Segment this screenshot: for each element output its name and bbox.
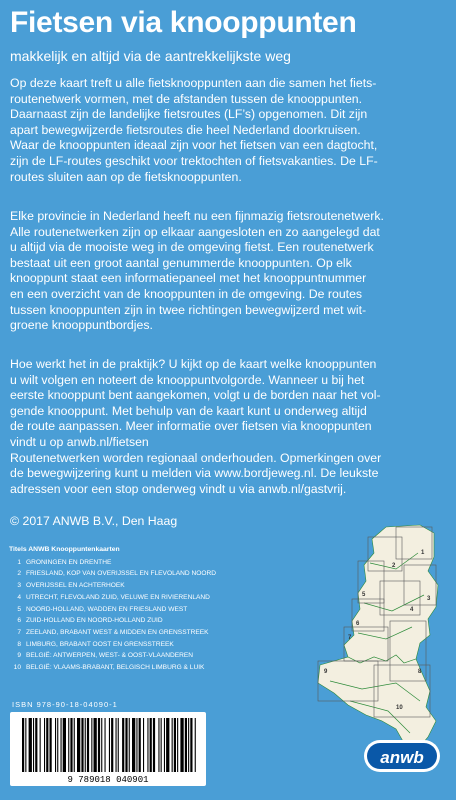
barcode-bar <box>158 718 159 772</box>
series-item-number: 5 <box>17 605 21 613</box>
text-line: Waar de knooppunten ideaal zijn voor het fietsen van een dagtocht, <box>10 138 378 153</box>
isbn-label: ISBN 978-90-18-04090-1 <box>12 700 118 709</box>
series-item-name: ZUID-HOLLAND EN NOORD-HOLLAND ZUID <box>26 617 163 625</box>
barcode-bar <box>74 718 75 772</box>
series-item <box>9 592 309 604</box>
series-item-number: 3 <box>17 582 21 590</box>
series-item-number: 4 <box>17 593 21 601</box>
barcode-bar <box>161 718 162 772</box>
map-label: 8 <box>418 669 422 675</box>
barcode-bar <box>143 718 144 772</box>
series-item-name: GRONINGEN EN DRENTHE <box>26 558 112 566</box>
barcode-bar <box>61 718 62 772</box>
barcode-bar <box>77 718 80 772</box>
barcode-bar <box>50 718 52 772</box>
barcode-bar <box>166 718 169 772</box>
text-line: Op deze kaart treft u alle fietsknooppunten aan die samen het fiets- <box>10 76 377 90</box>
overview-map <box>300 523 448 753</box>
barcode-bar <box>177 718 178 772</box>
text-line: en een overzicht van de knooppunten in de omgeving. De routes <box>10 286 363 301</box>
series-heading: Titels ANWB Knooppuntenkaarten <box>9 546 120 553</box>
barcode-bar <box>185 718 187 772</box>
series-item <box>9 627 309 639</box>
barcode-bar <box>33 718 34 772</box>
barcode-bar <box>147 718 148 772</box>
barcode-bar <box>150 718 152 772</box>
series-item-name: FRIESLAND, KOP VAN OVERIJSSEL EN FLEVOLAND NOORD <box>26 570 217 578</box>
series-item-name: BELGIË: ANTWERPEN, WEST- & OOST-VLAANDEREN <box>26 652 194 660</box>
series-item-number: 9 <box>17 652 21 660</box>
barcode-bar <box>44 718 45 772</box>
series-item <box>9 580 309 592</box>
barcode-bar <box>174 718 176 772</box>
paragraph-network <box>10 209 450 334</box>
barcode-bar <box>188 718 189 772</box>
page-title: Fietsen via knooppunten <box>10 6 357 39</box>
text-line: de bewegwijzering kunt u melden via www.bordjeweg.nl. De leukste <box>10 466 379 481</box>
barcode-bar <box>139 718 141 772</box>
series-item-name: BELGIË: VLAAMS-BRABANT, BELGISCH LIMBURG & LUIK <box>26 664 205 672</box>
barcode-bar <box>35 718 37 772</box>
text-line: adressen voor een stop onderweg vindt u via anwb.nl/gastvrij. <box>10 481 347 496</box>
text-line: gende knooppunt. Met behulp van de kaart kunt u onderweg altijd <box>10 403 367 418</box>
paragraph-intro <box>10 76 450 185</box>
barcode-bar <box>122 718 124 772</box>
series-item-name: NOORD-HOLLAND, WADDEN EN FRIESLAND WEST <box>26 605 188 613</box>
barcode-bar <box>172 718 173 772</box>
barcode-bar <box>22 718 24 772</box>
barcode-bar <box>190 718 192 772</box>
series-item-number: 7 <box>17 628 21 636</box>
series-item <box>9 568 309 580</box>
barcode-bar <box>68 718 69 772</box>
barcode-bar <box>55 718 56 772</box>
barcode-bar <box>116 718 117 772</box>
series-item <box>9 639 309 651</box>
text-line: bestaat uit een groot aantal genummerde knooppunten. Op elk <box>10 255 352 270</box>
barcode-bar <box>118 718 119 772</box>
barcode-bar <box>46 718 48 772</box>
text-line: Elke provincie in Nederland heeft nu een fijnmazig fietsroutenetwerk. <box>10 209 384 223</box>
map-label: 10 <box>396 705 403 711</box>
map-label: 4 <box>410 607 414 613</box>
barcode-bar <box>25 718 26 772</box>
series-item <box>9 604 309 616</box>
series-item <box>9 650 309 662</box>
barcode-bar <box>40 718 41 772</box>
map-label: 9 <box>324 669 328 675</box>
map-label: 5 <box>362 592 366 598</box>
barcode-bar <box>195 718 196 772</box>
barcode-bar <box>101 718 102 772</box>
text-line: apart bewegwijzerde fietsroutes die heel Nederland doorkruisen. <box>10 122 361 137</box>
barcode-bar <box>129 718 130 772</box>
text-line: zijn de LF-routes geschikt voor trektochten of fietsvakanties. De LF- <box>10 153 378 168</box>
map-label: 6 <box>356 621 360 627</box>
series-item-number: 1 <box>17 558 21 566</box>
series-item <box>9 662 309 674</box>
barcode-digits: 9 789018 040901 <box>67 775 149 785</box>
barcode-bar <box>63 718 66 772</box>
barcode-bar <box>105 718 106 772</box>
barcode-bar <box>57 718 58 772</box>
barcode-bar <box>136 718 137 772</box>
barcode-bar <box>87 718 89 772</box>
text-line: u wilt volgen en noteert de knooppuntvolgorde. Wanneer u bij het <box>10 372 365 387</box>
paragraph-practice <box>10 357 450 497</box>
anwb-logo <box>362 736 442 776</box>
barcode-bar <box>111 718 113 772</box>
barcode-bar <box>29 718 32 772</box>
barcode-bar <box>70 718 72 772</box>
map-label: 3 <box>427 596 431 602</box>
series-item <box>9 615 309 627</box>
barcode-bar <box>85 718 86 772</box>
text-line: Routenetwerken worden regionaal onderhouden. Opmerkingen over <box>10 450 382 465</box>
series-item-number: 8 <box>17 640 21 648</box>
text-line: tussen knooppunten zijn in twee richtingen bewegwijzerd met wit- <box>10 302 367 317</box>
map-label: 7 <box>348 635 352 641</box>
text-line: routes sluiten aan op de fietsknooppunten. <box>10 169 242 184</box>
series-item-number: 6 <box>17 617 21 625</box>
text-line: routenetwerk vormen, met de afstanden tussen de knooppunten. <box>10 91 363 106</box>
text-line: u altijd via de mooiste weg in de omgeving fietst. Een routenetwerk <box>10 240 374 255</box>
text-line: Hoe werkt het in de praktijk? U kijkt op de kaart welke knooppunten <box>10 357 377 371</box>
barcode-bar <box>109 718 110 772</box>
series-item-number: 2 <box>17 570 21 578</box>
copyright-notice: © 2017 ANWB B.V., Den Haag <box>10 514 178 528</box>
barcode-bar <box>164 718 165 772</box>
series-item-name: LIMBURG, BRABANT OOST EN GRENSSTREEK <box>26 640 174 648</box>
map-label: 1 <box>421 550 425 556</box>
barcode-bar <box>98 718 100 772</box>
text-line: knooppunt staat een informatiepaneel met het knooppuntnummer <box>10 271 367 286</box>
series-item-name: ZEELAND, BRABANT WEST & MIDDEN EN GRENSSTREEK <box>26 628 209 636</box>
text-line: Alle routenetwerken zijn op elkaar aangesloten en zo aangelegd dat <box>10 224 380 239</box>
logo-text: anwb <box>380 748 424 767</box>
series-item <box>9 557 309 569</box>
text-line: eerste knooppunt bent aangekomen, volgt u de borden naar het vol- <box>10 388 381 403</box>
page-subtitle: makkelijk en altijd via de aantrekkelijkste weg <box>10 48 291 64</box>
barcode-bar <box>132 718 135 772</box>
barcode-bar <box>153 718 155 772</box>
barcode-bar <box>94 718 97 772</box>
series-item-name: UTRECHT, FLEVOLAND ZUID, VELUWE EN RIVIERENLAND <box>26 593 210 601</box>
text-line: Daarnaast zijn de landelijke fietsroutes (LF’s) opgenomen. Dit zijn <box>10 107 368 122</box>
barcode-bar <box>180 718 183 772</box>
text-line: vindt u op anwb.nl/fietsen <box>10 434 149 449</box>
barcode-bar <box>125 718 127 772</box>
barcode-bar <box>81 718 83 772</box>
barcode-bar <box>91 718 92 772</box>
barcode <box>10 712 206 786</box>
series-title-list <box>9 544 309 674</box>
barcode-bars <box>10 712 206 786</box>
text-line: groene knooppuntbordjes. <box>10 318 153 333</box>
series-item-number: 10 <box>13 664 21 672</box>
text-line: de route aanpassen. Meer informatie over fietsen via knooppunten <box>10 419 372 434</box>
series-item-name: OVERIJSSEL EN ACHTERHOEK <box>26 582 125 590</box>
map-label: 2 <box>392 563 396 569</box>
